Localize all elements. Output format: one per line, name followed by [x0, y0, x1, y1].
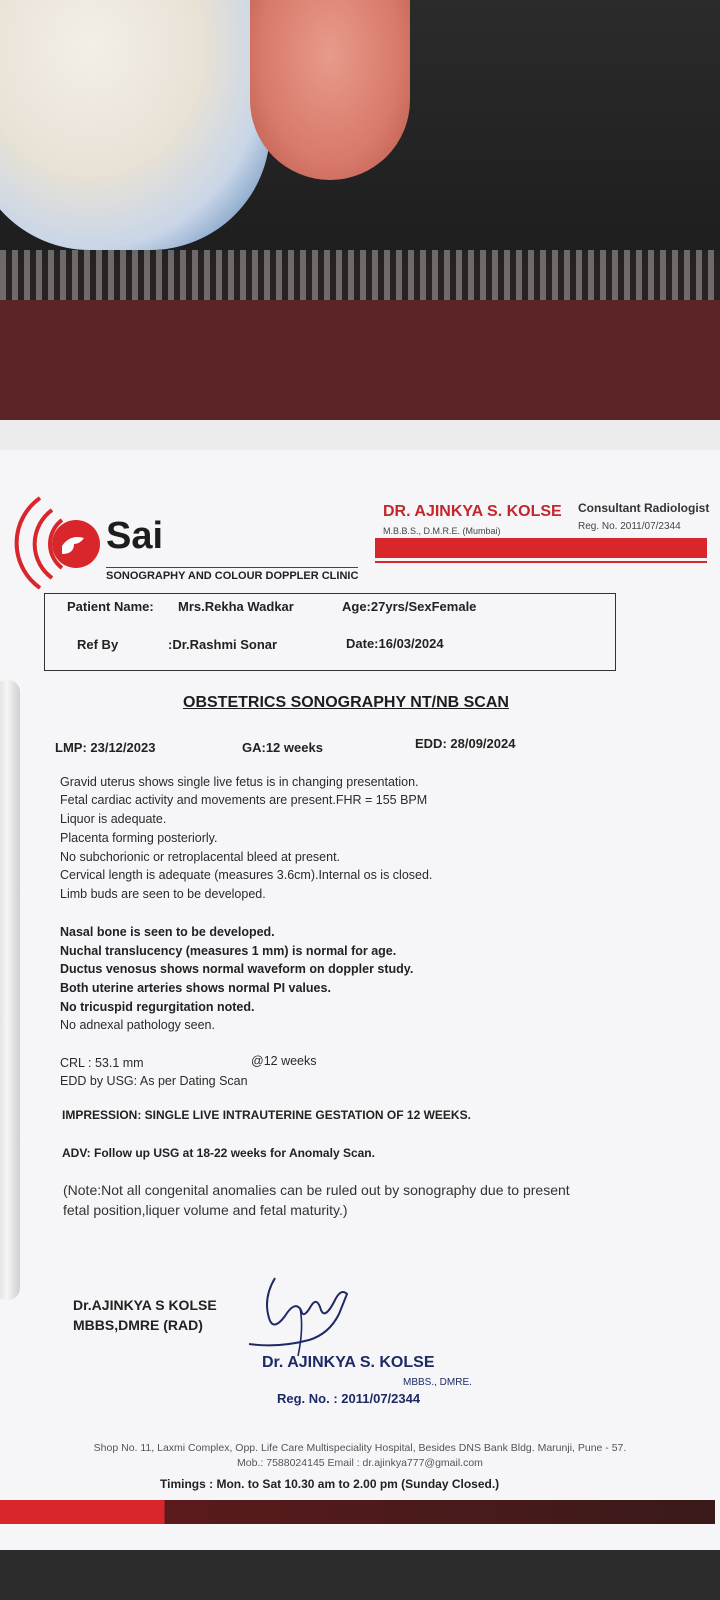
- stamp-doctor-name: Dr. AJINKYA S. KOLSE: [262, 1354, 435, 1371]
- nt-finding-line: No tricuspid regurgitation noted.: [60, 1000, 255, 1014]
- finding-line: Limb buds are seen to be developed.: [60, 887, 266, 901]
- consultant-title: Consultant Radiologist: [578, 501, 710, 515]
- jar-object: [0, 0, 270, 250]
- clinic-logo-icon: [0, 488, 110, 598]
- finding-line: Gravid uterus shows single live fetus is in changing presentation.: [60, 775, 419, 789]
- doctor-name-header: DR. AJINKYA S. KOLSE: [383, 503, 562, 520]
- clinic-logo-text: Sai: [106, 515, 164, 557]
- patient-name-value: Mrs.Rekha Wadkar: [178, 599, 294, 614]
- clinic-timings: Timings : Mon. to Sat 10.30 am to 2.00 pm (Sunday Closed.): [160, 1477, 500, 1491]
- crl-weeks: @12 weeks: [251, 1054, 317, 1068]
- header-red-line: [375, 561, 707, 563]
- maroon-surface: [0, 300, 720, 420]
- clinic-address: Shop No. 11, Laxmi Complex, Opp. Life Care Multispeciality Hospital, Besides DNS Bank Bldg. Marunji, Pune - 57. Mob.: 7588024145 Email : dr.ajinkya777@gmail.com: [93, 1442, 627, 1469]
- finding-line: No subchorionic or retroplacental bleed at present.: [60, 850, 341, 864]
- paper-edge: [0, 420, 720, 450]
- impression-line: IMPRESSION: SINGLE LIVE INTRAUTERINE GESTATION OF 12 WEEKS.: [62, 1108, 471, 1122]
- report-title: OBSTETRICS SONOGRAPHY NT/NB SCAN: [183, 694, 509, 711]
- stamp-registration: Reg. No. : 2011/07/2344: [277, 1391, 421, 1406]
- finding-line: Placenta forming posteriorly.: [60, 831, 218, 845]
- nt-finding-line: Ductus venosus shows normal waveform on doppler study.: [60, 962, 414, 976]
- gestational-age: GA:12 weeks: [242, 740, 323, 755]
- finding-line: Liquor is adequate.: [60, 812, 167, 826]
- jar-lid-object: [250, 0, 410, 180]
- header-red-bar: [375, 538, 707, 558]
- pen-object: [0, 680, 20, 1300]
- footer-color-bar: [0, 1500, 715, 1524]
- bottom-background: [0, 1550, 720, 1600]
- edd-value: EDD: 28/09/2024: [415, 736, 516, 751]
- report-date: Date:16/03/2024: [346, 636, 444, 651]
- signing-doctor-qualification: MBBS,DMRE (RAD): [73, 1317, 203, 1333]
- nt-finding-line: Both uterine arteries shows normal PI values.: [60, 981, 331, 995]
- finding-line: Fetal cardiac activity and movements are present.FHR = 155 BPM: [60, 793, 428, 807]
- stamp-qualification: MBBS., DMRE.: [403, 1377, 472, 1388]
- doctor-qualification-header: M.B.B.S., D.M.R.E. (Mumbai): [383, 526, 501, 536]
- advice-line: ADV: Follow up USG at 18-22 weeks for Anomaly Scan.: [62, 1146, 375, 1160]
- referred-by-label: Ref By: [77, 637, 119, 652]
- nt-finding-line: Nasal bone is seen to be developed.: [60, 925, 275, 939]
- edd-by-usg: EDD by USG: As per Dating Scan: [60, 1074, 248, 1088]
- crl-measurement: CRL : 53.1 mm: [60, 1056, 144, 1070]
- tray-edge: [0, 250, 720, 300]
- doctor-signature-block: [73, 1295, 217, 1335]
- nt-finding-line: Nuchal translucency (measures 1 mm) is normal for age.: [60, 944, 397, 958]
- handwritten-signature: [245, 1268, 385, 1358]
- registration-number-header: Reg. No. 2011/07/2344: [578, 521, 681, 532]
- finding-line: Cervical length is adequate (measures 3.6cm).Internal os is closed.: [60, 868, 433, 882]
- adnexa-finding: No adnexal pathology seen.: [60, 1018, 215, 1032]
- patient-age-sex: Age:27yrs/SexFemale: [342, 599, 477, 614]
- signing-doctor-name: Dr.AJINKYA S KOLSE: [73, 1297, 217, 1313]
- lmp-value: LMP: 23/12/2023: [55, 740, 156, 755]
- disclaimer-note: (Note:Not all congenital anomalies can be ruled out by sonography due to present fetal position,liquer volume and fetal maturity.): [63, 1182, 570, 1218]
- clinic-subtitle: SONOGRAPHY AND COLOUR DOPPLER CLINIC: [106, 567, 358, 582]
- referred-by-value: :Dr.Rashmi Sonar: [168, 637, 278, 652]
- patient-name-label: Patient Name:: [67, 599, 154, 614]
